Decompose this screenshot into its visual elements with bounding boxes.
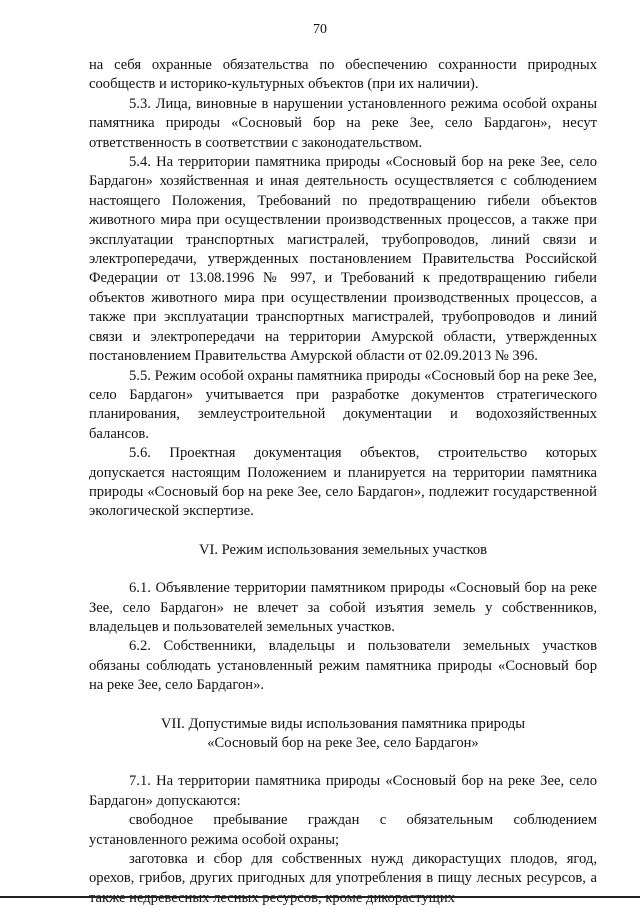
section-6-heading: VI. Режим использования земельных участков xyxy=(198,541,488,558)
page-number: 70 xyxy=(313,22,327,37)
paragraph-7-1-item-gathering: заготовка и сбор для собственных нужд дикорастущих плодов, ягод, орехов, грибов, других пригодных для употребления в пищу лесных ресурсов, а xyxy=(89,851,597,887)
spacer xyxy=(89,560,597,579)
paragraph-continuation: на себя охранные обязательства по обеспечению сохранности природных сообществ и историко-культурных объектов (при их наличии). xyxy=(89,57,597,93)
paragraph-5-5: 5.5. Режим особой охраны памятника природы «Сосновый бор на реке Зее, село Бардагон» учитывается при разработке документов стратегического планирования, землеустроительной документации и водохозяйственных балансов. xyxy=(89,367,597,442)
paragraph-7-1-item-free-stay: свободное пребывание граждан с обязательным соблюдением установленного режима особой охраны; xyxy=(89,812,597,848)
section-7-heading-line1: VII. Допустимые виды использования памятника природы xyxy=(160,715,526,732)
paragraph-5-4: 5.4. На территории памятника природы «Сосновый бор на реке Зее, село Бардагон» хозяйственная и иная деятельность осуществляется с соблюдением настоящего Положения, Требований по предотвращению гибели объектов животного мира при осуществлении производственных процессов, а также при эксплуатации транспортных магистралей, трубопроводов, линий связи и электропередачи, утвержденных постановлением Правительства Российской Федерации от 13.08.1996 № 997, и Требований к предотвращению гибели объектов животного мира при осуществлении производственных процессов, а также при эксплуатации транспортных магистралей, трубопроводов и линий связи и электропередачи на территории Амурской области, утвержденных постановлением Правительства Амурской области от 02.09.2013 № 396. xyxy=(89,154,597,365)
paragraph-7-1: 7.1. На территории памятника природы «Сосновый бор на реке Зее, село Бардагон» допускаются: xyxy=(89,773,597,809)
page-bottom-edge xyxy=(0,896,640,898)
paragraph-5-3: 5.3. Лица, виновные в нарушении установленного режима особой охраны памятника природы «Сосновый бор на реке Зее, село Бардагон», несут ответственность в соответствии с законодательством. xyxy=(89,95,597,151)
paragraph-5-6: 5.6. Проектная документация объектов, строительство которых допускается настоящим Положением и планируется на территории памятника природы «Сосновый бор на реке Зее, село Бардагон», подлежит государственной экологической экспертизе. xyxy=(89,445,597,520)
document-body xyxy=(89,56,597,908)
spacer xyxy=(89,522,597,541)
paragraph-6-2: 6.2. Собственники, владельцы и пользователи земельных участков обязаны соблюдать установленный режим памятника природы «Сосновый бор на реке Зее, село Бардагон». xyxy=(89,638,597,694)
spacer xyxy=(89,696,597,715)
paragraph-6-1: 6.1. Объявление территории памятником природы «Сосновый бор на реке Зее, село Бардагон» не влечет за собой изъятия земель у собственников, владельцев и пользователей земельных участков. xyxy=(89,580,597,635)
section-7-heading-line2: «Сосновый бор на реке Зее, село Бардагон» xyxy=(207,735,479,751)
spacer xyxy=(89,753,597,772)
